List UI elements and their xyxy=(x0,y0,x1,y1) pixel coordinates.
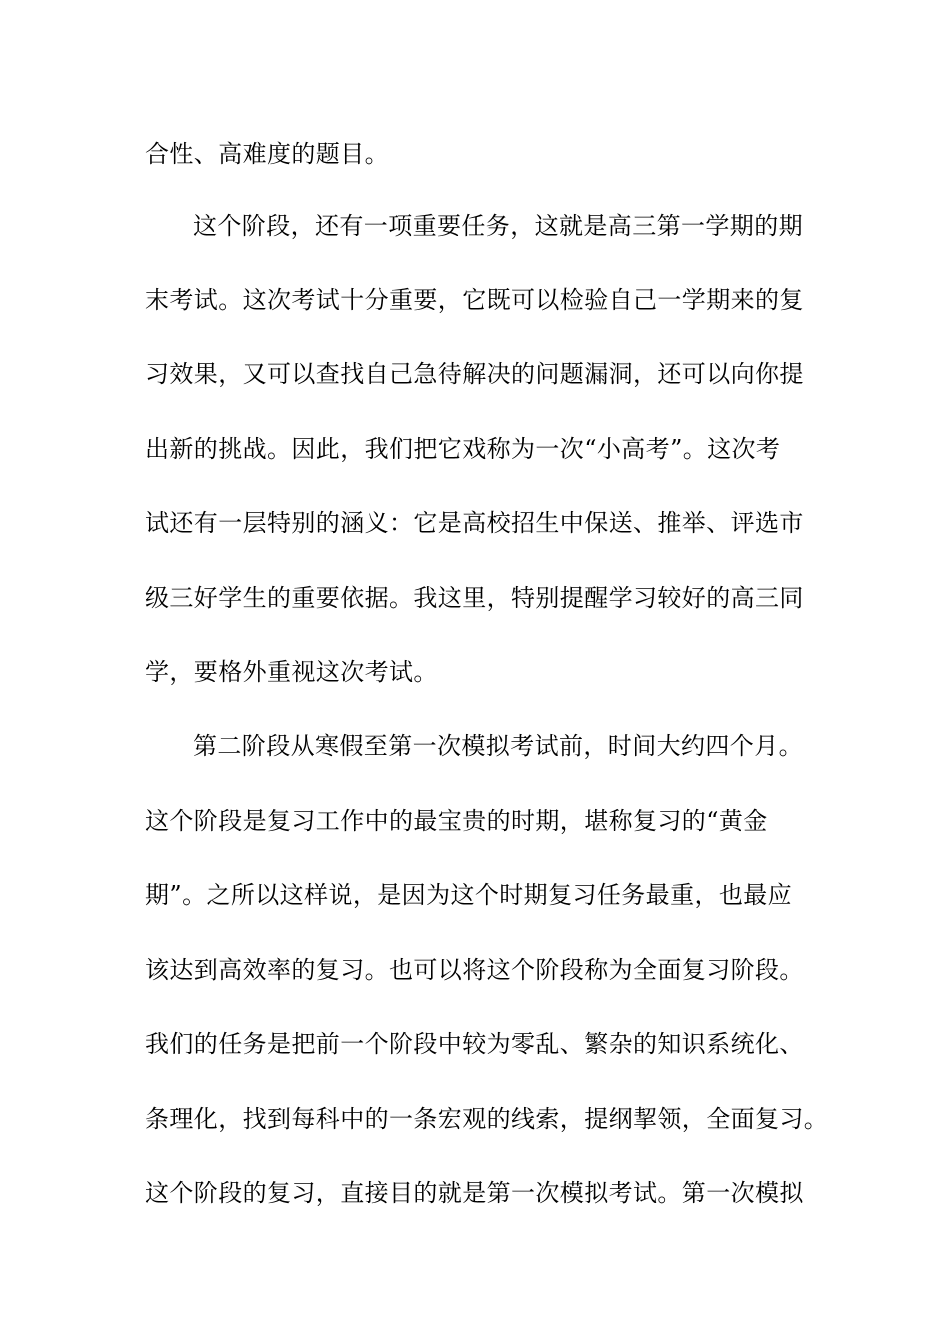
text-line: 习效果，又可以查找自己急待解决的问题漏洞，还可以向你提 xyxy=(145,360,804,388)
text-line: 级三好学生的重要依据。我这里，特别提醒学习较好的高三同 xyxy=(145,584,804,612)
text-line: 末考试。这次考试十分重要，它既可以检验自己一学期来的复 xyxy=(145,286,804,314)
text-line: 该达到高效率的复习。也可以将这个阶段称为全面复习阶段。 xyxy=(145,956,804,984)
text-line: 学，要格外重视这次考试。 xyxy=(145,658,438,686)
text-line: 试还有一层特别的涵义：它是高校招生中保送、推举、评选市 xyxy=(145,509,804,537)
text-line: 出新的挑战。因此，我们把它戏称为一次“小高考”。这次考 xyxy=(145,435,781,463)
text-line: 这个阶段，还有一项重要任务，这就是高三第一学期的期 xyxy=(193,212,803,240)
text-line: 第二阶段从寒假至第一次模拟考试前，时间大约四个月。 xyxy=(193,732,803,760)
text-line: 条理化，找到每科中的一条宏观的线索，提纲挈领，全面复习。 xyxy=(145,1105,829,1133)
text-line: 期”。之所以这样说，是因为这个时期复习任务最重，也最应 xyxy=(145,881,793,909)
text-line: 我们的任务是把前一个阶段中较为零乱、繁杂的知识系统化、 xyxy=(145,1030,804,1058)
text-line: 合性、高难度的题目。 xyxy=(145,140,389,168)
text-line: 这个阶段是复习工作中的最宝贵的时期，堪称复习的“黄金 xyxy=(145,807,768,835)
text-line: 这个阶段的复习，直接目的就是第一次模拟考试。第一次模拟 xyxy=(145,1179,804,1207)
